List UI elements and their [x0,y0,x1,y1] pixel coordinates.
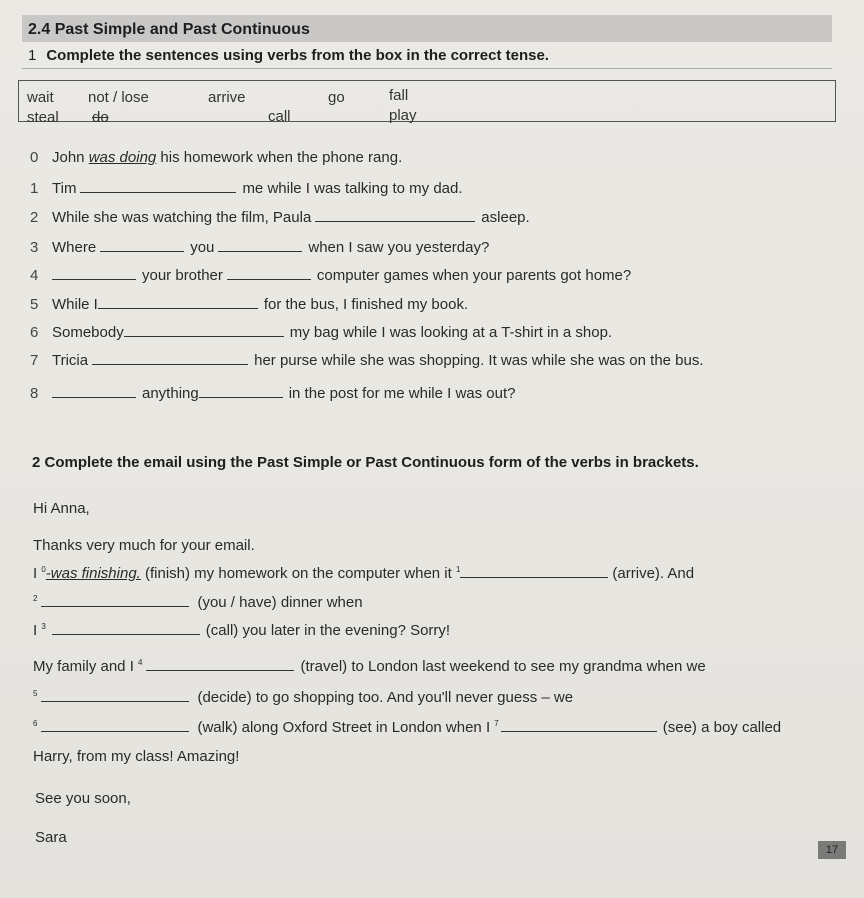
answer-blank[interactable] [52,265,136,280]
sentence-text: computer games when your parents got home? [316,267,632,284]
sentence-text: my bag while I was looking at a T-shirt in a shop. [289,324,613,341]
answer-blank[interactable] [41,592,189,607]
exercise1-instruction-text: Complete the sentences using verbs from the box in the correct tense. [46,47,549,64]
answer-blank[interactable] [460,563,608,578]
email-line-7: Harry, from my class! Amazing! [33,748,240,765]
sentence-8 [30,383,516,402]
sentence-1 [30,178,463,197]
answer-blank[interactable] [41,717,189,732]
sentence-number: 0 [30,149,39,166]
sentence-text: your brother [142,267,223,284]
example-answer: was doing [88,149,157,166]
answer-blank[interactable] [41,687,189,702]
sentence-number: 5 [30,296,39,313]
email-text: (call) you later in the evening? Sorry! [205,622,451,639]
sentence-4 [30,265,631,284]
box-word: not / lose [88,89,149,106]
email-line-4 [33,656,706,675]
box-word: call [268,108,291,125]
sentence-number: 6 [30,324,39,341]
box-word: fall [389,87,409,104]
answer-blank[interactable] [218,237,302,252]
answer-blank[interactable] [501,717,657,732]
sentence-number: 8 [30,385,39,402]
sentence-text: While she was watching the film, Paula [52,209,312,226]
email-thanks: Thanks very much for your email. [33,537,255,554]
sentence-number: 1 [30,180,39,197]
answer-blank[interactable] [146,656,294,671]
answer-blank[interactable] [199,383,283,398]
divider [22,68,832,69]
sentence-5 [30,294,468,313]
exercise2-instruction: 2 Complete the email using the Past Simple or Past Continuous form of the verbs in brackets. [32,454,699,471]
email-text: My family and I [33,658,139,675]
sentence-text: her purse while she was shopping. It was while she was on the bus. [254,352,704,369]
email-line-5 [33,687,573,706]
sentence-0 [30,149,402,166]
answer-blank[interactable] [227,265,311,280]
sentence-number: 3 [30,239,39,256]
answer-blank[interactable] [80,178,236,193]
box-word: steal [27,109,59,126]
gap-number: 7 [494,719,499,728]
gap-number: 5 [33,689,38,698]
gap-number: 2 [33,594,38,603]
sentence-text: Where [52,239,97,256]
answer-blank[interactable] [100,237,184,252]
sentence-text: in the post for me while I was out? [288,385,516,402]
email-text: (you / have) dinner when [197,594,363,611]
sentence-text: anything [142,385,199,402]
sentence-7 [30,350,704,369]
sentence-text: While I [52,296,98,313]
gap-number: 0 [41,565,46,574]
section-title: 2.4 Past Simple and Past Continuous [28,21,310,38]
sentence-text: me while I was talking to my dad. [242,180,463,197]
sentence-text: when I saw you yesterday? [308,239,490,256]
answer-blank[interactable] [52,383,136,398]
gap-number: 1 [455,565,461,574]
answer-blank[interactable] [98,294,258,309]
email-closing: See you soon, [35,790,131,807]
gap-number: 3 [41,622,46,631]
sentence-2 [30,207,530,226]
email-text: (walk) along Oxford Street in London when I [197,719,495,736]
sentence-text: Somebody [52,324,124,341]
email-text: (see) a boy called [662,719,782,736]
sentence-text: his homework when the phone rang. [156,149,403,166]
answer-blank[interactable] [124,322,284,337]
box-word: arrive [208,89,246,106]
email-line-3 [33,620,450,639]
email-line-1 [33,563,694,582]
box-word: play [389,107,417,124]
sentence-number: 4 [30,267,39,284]
sentence-text: John [52,149,89,166]
sentence-text: you [190,239,215,256]
email-line-6 [33,717,781,736]
email-text: I [33,565,42,582]
page-number-badge: 17 [818,841,846,859]
gap-number: 4 [138,658,143,667]
box-word-crossed-out: do [92,109,109,126]
sentence-3 [30,237,489,256]
email-line-2 [33,592,363,611]
answer-blank[interactable] [315,207,475,222]
email-signature: Sara [35,829,67,846]
email-text: (finish) my homework on the computer when it [140,565,456,582]
answer-blank[interactable] [52,620,200,635]
sentence-text: for the bus, I finished my book. [263,296,469,313]
email-text: (travel) to London last weekend to see my grandma when we [300,658,706,675]
box-word: go [328,89,345,106]
box-word: wait [27,89,54,106]
gap-number: 6 [33,719,38,728]
email-text: (decide) to go shopping too. And you'll never guess – we [197,689,574,706]
sentence-number: 7 [30,352,39,369]
sentence-number: 2 [30,209,39,226]
sentence-6 [30,322,612,341]
exercise1-number: 1 [28,47,37,64]
email-text: I [33,622,42,639]
email-greeting: Hi Anna, [33,500,90,517]
sentence-text: Tricia [52,352,89,369]
example-answer: -was finishing. [45,565,141,582]
answer-blank[interactable] [92,350,248,365]
sentence-text: asleep. [481,209,530,226]
exercise1-instruction [28,47,549,64]
email-text: (arrive). And [612,565,695,582]
sentence-text: Tim [52,180,77,197]
